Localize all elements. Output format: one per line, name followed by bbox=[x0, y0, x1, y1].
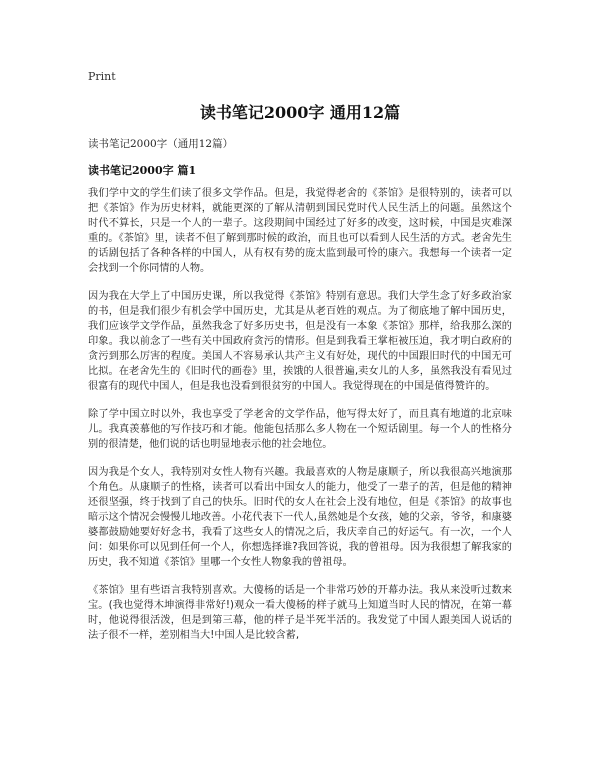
document-title: 读书笔记2000字 通用12篇 bbox=[199, 103, 401, 122]
document-body bbox=[88, 186, 512, 656]
paragraph-2: 因为我在大学上了中国历史课，所以我觉得《茶馆》特别有意思。我们大学生念了好多政治家的书，但是我们很少有机会学中国历史，尤其是从老百姓的观点。为了彻底地了解中国历史，我们应该学文学作品，虽然我念了好多历史书，但是没有一本象《茶馆》那样，给我那么深的印象。我以前念了一些有关中国政府贪污的情形。但是到我看王掌柜被压迫，我才明白政府的贪污到那么厉害的程度。美国人不容易承认共产主义有好处，现代的中国跟旧时代的中国无可比拟。在老舍先生的《旧时代的画卷》里，挨饿的人很普遍,卖女儿的人多，虽然我没有看见过很富有的现代中国人，但是我也没看到很贫穷的中国人。我觉得现在的中国是值得赞许的。 bbox=[88, 291, 512, 392]
print-link[interactable]: Print bbox=[88, 70, 116, 83]
paragraph-3: 除了学中国立时以外，我也享受了学老舍的文学作品，他写得太好了，而且真有地道的北京味儿。我真羡慕他的写作技巧和才能。他能包括那么多人物在一个短话剧里。每一个人的性格分别的很清楚，他们说的话也明显地表示他的社会地位。 bbox=[88, 409, 512, 450]
section-heading: 读书笔记2000字 篇1 bbox=[88, 164, 197, 177]
paragraph-1: 我们学中文的学生们读了很多文学作品。但是，我觉得老舍的《茶馆》是很特别的，读者可以把《茶馆》作为历史材料，就能更深的了解从清朝到国民党时代人民生活上的问题。虽然这个时代不算长，只是一个人的一辈子。这段期间中国经过了好多的改变，这时候，中国是灾难深重的。《茶馆》里，读者不但了解到那时候的政治，而且也可以看到人民生活的方式。老舍先生的话剧包括了各种各样的中国人，从有权有势的庞太监到最可怜的康六。我想每一个读者一定会找到一个你同情的人物。 bbox=[88, 188, 512, 274]
paragraph-4: 因为我是个女人，我特别对女性人物有兴趣。我最喜欢的人物是康顺子，所以我很高兴地演那个角色。从康顺子的性格，读者可以看出中国女人的能力，他受了一辈子的苦，但是他的精神还很坚强，终于找到了自己的快乐。旧时代的女人在社会上没有地位，但是《茶馆》的故事也暗示这个情况会慢慢儿地改善。小花代表下一代人,虽然她是个女孩，她的父亲，爷爷，和康婆婆都鼓励她要好好念书，我看了这些女人的情况之后，我庆幸自己的好运气。有一次，一个人问：如果你可以见到任何一个人，你想选择谁?我回答说，我的曾祖母。因为我很想了解我家的历史，我不知道《茶馆》里哪一个女性人物象我的曾祖母。 bbox=[88, 467, 512, 568]
paragraph-5: 《茶馆》里有些语言我特别喜欢。大傻杨的话是一个非常巧妙的开幕办法。我从来没听过数来宝。(我也觉得木坤演得非常好!)观众一看大傻杨的样子就马上知道当时人民的情况，在第一幕时，他说得很活泼，但是到第三幕，他的样子是半死半活的。我发觉了中国人跟美国人说话的法子很不一样，差别相当大!中国人是比较含蓄, bbox=[88, 585, 512, 641]
document-subtitle: 读书笔记2000字（通用12篇） bbox=[88, 138, 234, 150]
